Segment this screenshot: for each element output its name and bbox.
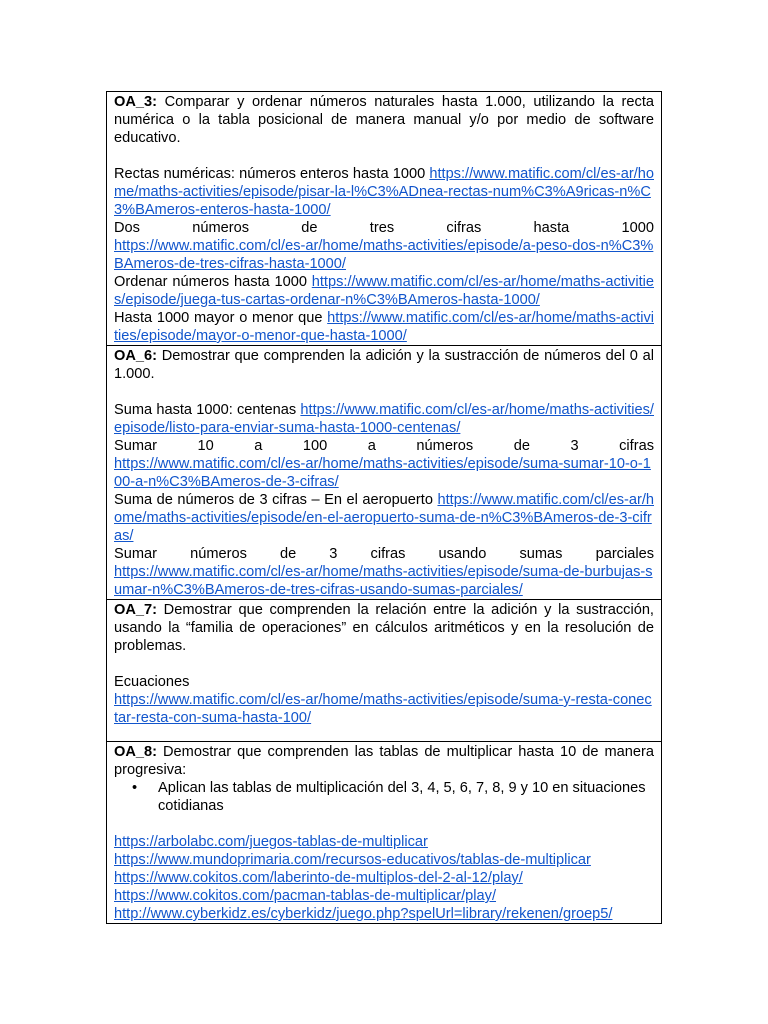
resource-item: [114, 237, 654, 273]
resource-link[interactable]: https://www.matific.com/cl/es-ar/home/maths-activities/episode/suma-de-burbujas-sumar-n%C3%BAmeros-de-tres-cifras-usando-sumas-parciales/: [114, 564, 653, 598]
resource-label: Suma hasta 1000: centenas: [114, 402, 301, 418]
table-row: [107, 92, 662, 346]
resource-link[interactable]: https://www.matific.com/cl/es-ar/home/maths-activities/episode/pisar-la-l%C3%ADnea-rectas-num%C3%A9ricas-n%C3%BAmeros-enteros-hasta-1000/: [114, 166, 654, 218]
objectives-table: [106, 91, 662, 924]
objective-description: [114, 93, 654, 147]
resource-item-label: Dos números de tres cifras hasta 1000: [114, 220, 654, 236]
objective-text: Demostrar que comprenden la adición y la sustracción de números del 0 al 1.000.: [114, 348, 655, 382]
resource-label: Rectas numéricas: números enteros hasta 1000: [114, 166, 430, 182]
resource-link[interactable]: https://www.matific.com/cl/es-ar/home/maths-activities/episode/en-el-aeropuerto-suma-de-n%C3%BAmeros-de-3-cifras/: [114, 492, 654, 544]
resource-item-label: Sumar números de 3 cifras usando sumas parciales: [114, 546, 654, 562]
spacer: [114, 383, 654, 401]
objective-code: OA_3:: [114, 94, 157, 110]
list-item: [132, 779, 654, 815]
resource-label: Hasta 1000 mayor o menor que: [114, 310, 328, 326]
objective-code: OA_7:: [114, 602, 157, 618]
objective-text: Comparar y ordenar números naturales hasta 1.000, utilizando la recta numérica o la tabla posicional de manera manual y/o por medio de software educativo.: [114, 94, 654, 146]
resource-item: [114, 165, 654, 219]
resource-link[interactable]: https://www.matific.com/cl/es-ar/home/maths-activities/episode/a-peso-dos-n%C3%BAmeros-de-tres-cifras-hasta-1000/: [114, 238, 654, 272]
resource-item: [114, 455, 654, 491]
link-line: [114, 851, 654, 869]
resource-item: [114, 491, 654, 545]
table-cell: [107, 92, 662, 346]
resource-item: [114, 309, 654, 345]
objective-code: OA_6:: [114, 348, 157, 364]
spacer: [114, 147, 654, 165]
table-row: [107, 346, 662, 600]
resource-label: Suma de números de 3 cifras – En el aeropuerto: [114, 492, 438, 508]
objective-description: [114, 347, 654, 383]
resource-link[interactable]: https://www.matific.com/cl/es-ar/home/maths-activities/episode/mayor-o-menor-que-hasta-1000/: [114, 310, 654, 344]
table-cell: [107, 346, 662, 600]
resource-item: [114, 401, 654, 437]
resource-link[interactable]: https://www.matific.com/cl/es-ar/home/maths-activities/episode/suma-y-resta-conectar-resta-con-suma-hasta-100/: [114, 692, 652, 726]
spacer: [114, 815, 654, 833]
resource-link[interactable]: http://www.cyberkidz.es/cyberkidz/juego.php?spelUrl=library/rekenen/groep5/: [114, 906, 613, 922]
objective-code: OA_8:: [114, 744, 157, 760]
table-cell: [107, 742, 662, 924]
objective-description: [114, 743, 654, 779]
objective-text: Demostrar que comprenden la relación entre la adición y la sustracción, usando la “familia de operaciones” en cálculos aritméticos y en la resolución de problemas.: [114, 602, 654, 654]
bullet-icon: •: [132, 780, 138, 796]
objective-description: [114, 601, 654, 655]
link-line: [114, 887, 654, 905]
resource-item-label: Ecuaciones: [114, 674, 190, 690]
resource-link[interactable]: https://www.mundoprimaria.com/recursos-educativos/tablas-de-multiplicar: [114, 852, 591, 868]
resource-link[interactable]: https://arbolabc.com/juegos-tablas-de-multiplicar: [114, 834, 428, 850]
resource-item: [114, 691, 654, 727]
link-line: [114, 869, 654, 887]
resource-link[interactable]: https://www.cokitos.com/laberinto-de-multiplos-del-2-al-12/play/: [114, 870, 523, 886]
table-row: [107, 742, 662, 924]
table-cell: [107, 600, 662, 742]
spacer: [114, 655, 654, 673]
list-item-text: Aplican las tablas de multiplicación del 3, 4, 5, 6, 7, 8, 9 y 10 en situaciones cotidianas: [158, 780, 646, 814]
resource-link[interactable]: https://www.matific.com/cl/es-ar/home/maths-activities/episode/listo-para-enviar-suma-hasta-1000-centenas/: [114, 402, 654, 436]
table-row: [107, 600, 662, 742]
link-line: [114, 833, 654, 851]
bullet-list: [114, 779, 654, 815]
resource-item-label: Sumar 10 a 100 a números de 3 cifras: [114, 438, 654, 454]
resource-link[interactable]: https://www.matific.com/cl/es-ar/home/maths-activities/episode/juega-tus-cartas-ordenar-n%C3%BAmeros-hasta-1000/: [114, 274, 654, 308]
objective-text: Demostrar que comprenden las tablas de multiplicar hasta 10 de manera progresiva:: [114, 744, 654, 778]
link-line: [114, 905, 654, 923]
resource-item: [114, 563, 654, 599]
resource-item: [114, 273, 654, 309]
resource-link[interactable]: https://www.cokitos.com/pacman-tablas-de-multiplicar/play/: [114, 888, 497, 904]
resource-label: Ordenar números hasta 1000: [114, 274, 312, 290]
resource-link[interactable]: https://www.matific.com/cl/es-ar/home/maths-activities/episode/suma-sumar-10-o-100-a-n%C3%BAmeros-de-3-cifras/: [114, 456, 651, 490]
